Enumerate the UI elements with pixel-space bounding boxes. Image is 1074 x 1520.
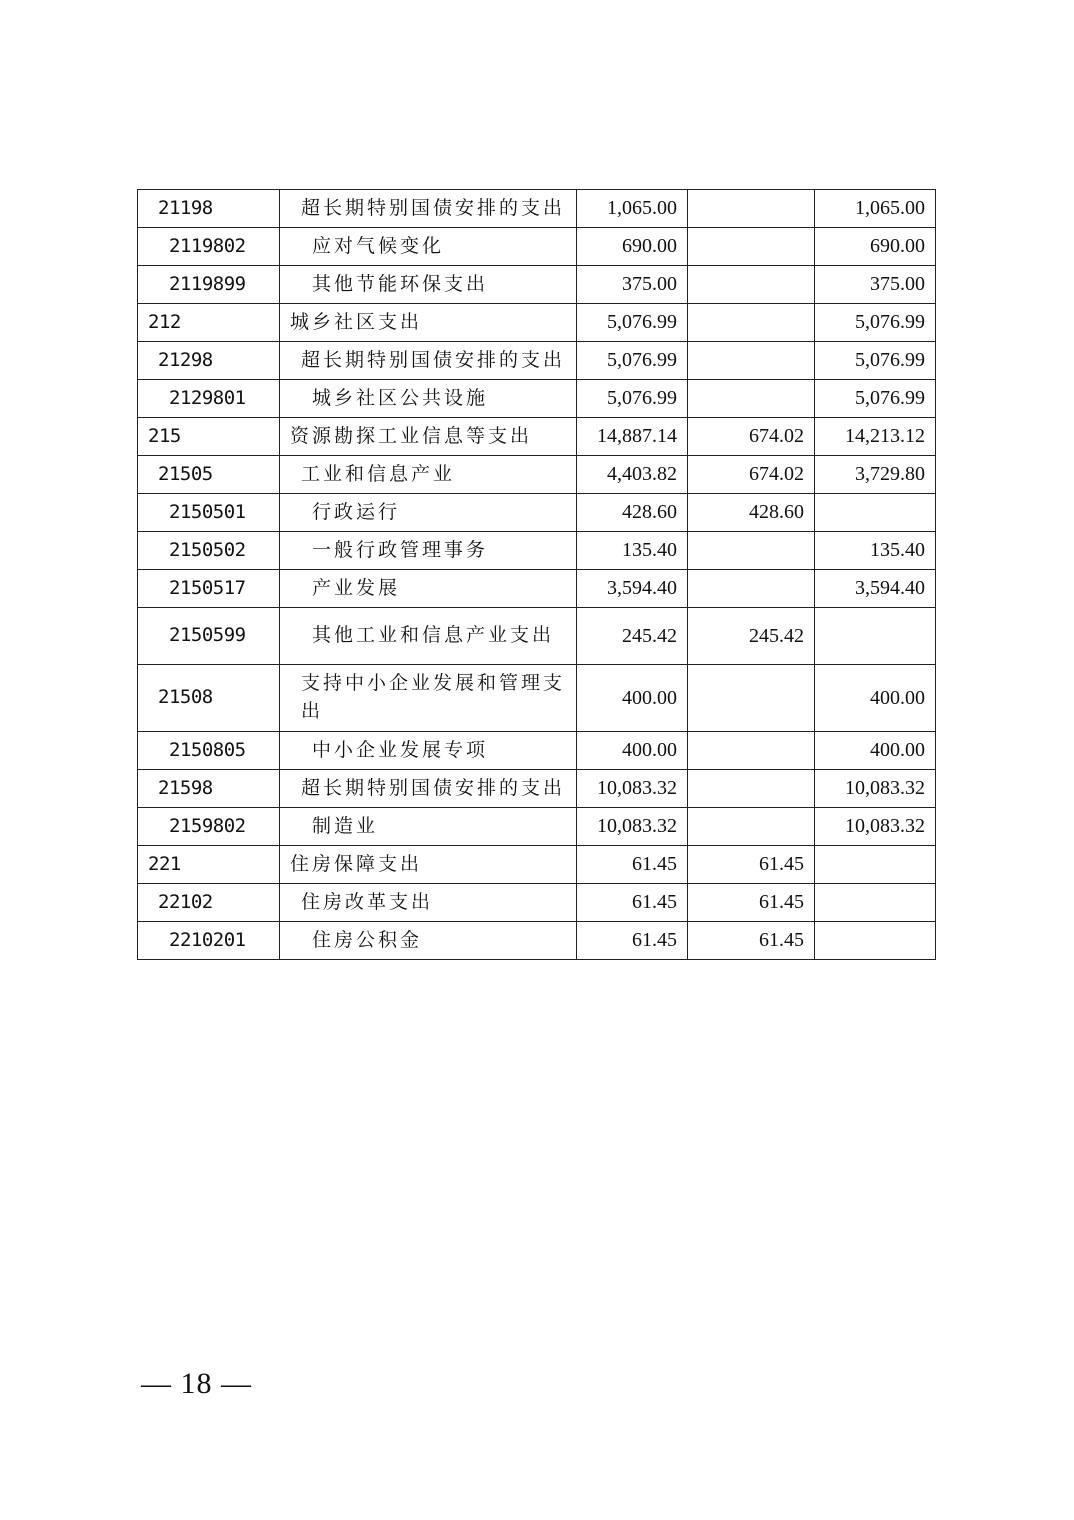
total-amount-cell: 400.00 [577,732,688,770]
name-cell: 住房公积金 [280,922,577,960]
code-cell: 2150805 [138,732,280,770]
basic-expenditure-cell: 61.45 [688,922,815,960]
name-cell: 支持中小企业发展和管理支出 [280,665,577,732]
code-cell: 21598 [138,770,280,808]
name-cell: 其他工业和信息产业支出 [280,608,577,665]
basic-expenditure-cell [688,808,815,846]
code-cell: 2119899 [138,266,280,304]
table-row [138,190,936,228]
basic-expenditure-cell [688,732,815,770]
project-expenditure-cell: 135.40 [815,532,936,570]
name-cell: 城乡社区支出 [280,304,577,342]
name-cell: 住房改革支出 [280,884,577,922]
name-cell: 制造业 [280,808,577,846]
name-cell: 行政运行 [280,494,577,532]
code-cell: 215 [138,418,280,456]
total-amount-cell: 400.00 [577,665,688,732]
code-cell: 2159802 [138,808,280,846]
name-cell: 超长期特别国债安排的支出 [280,770,577,808]
table-row [138,418,936,456]
total-amount-cell: 61.45 [577,884,688,922]
basic-expenditure-cell: 245.42 [688,608,815,665]
table-row [138,732,936,770]
name-cell: 中小企业发展专项 [280,732,577,770]
total-amount-cell: 1,065.00 [577,190,688,228]
name-cell: 其他节能环保支出 [280,266,577,304]
code-cell: 2150599 [138,608,280,665]
table-row [138,665,936,732]
total-amount-cell: 5,076.99 [577,342,688,380]
code-cell: 2150517 [138,570,280,608]
project-expenditure-cell: 10,083.32 [815,808,936,846]
project-expenditure-cell [815,884,936,922]
basic-expenditure-cell [688,532,815,570]
code-cell: 2150502 [138,532,280,570]
budget-table [137,189,936,960]
table-row [138,266,936,304]
code-cell: 21298 [138,342,280,380]
total-amount-cell: 135.40 [577,532,688,570]
project-expenditure-cell [815,494,936,532]
page-number: — 18 — [141,1367,252,1400]
code-cell: 2129801 [138,380,280,418]
name-cell: 应对气候变化 [280,228,577,266]
table-row [138,494,936,532]
table-row [138,770,936,808]
total-amount-cell: 375.00 [577,266,688,304]
table-row [138,304,936,342]
table-row [138,456,936,494]
project-expenditure-cell: 690.00 [815,228,936,266]
project-expenditure-cell: 5,076.99 [815,380,936,418]
code-cell: 221 [138,846,280,884]
project-expenditure-cell: 3,594.40 [815,570,936,608]
code-cell: 2210201 [138,922,280,960]
basic-expenditure-cell [688,342,815,380]
project-expenditure-cell: 1,065.00 [815,190,936,228]
table-row [138,922,936,960]
basic-expenditure-cell [688,380,815,418]
table-row [138,532,936,570]
basic-expenditure-cell [688,304,815,342]
project-expenditure-cell: 375.00 [815,266,936,304]
code-cell: 21505 [138,456,280,494]
total-amount-cell: 245.42 [577,608,688,665]
table-body [138,190,936,960]
name-cell: 资源勘探工业信息等支出 [280,418,577,456]
table-row [138,608,936,665]
total-amount-cell: 14,887.14 [577,418,688,456]
project-expenditure-cell [815,608,936,665]
total-amount-cell: 5,076.99 [577,380,688,418]
project-expenditure-cell: 5,076.99 [815,304,936,342]
code-cell: 212 [138,304,280,342]
name-cell: 工业和信息产业 [280,456,577,494]
total-amount-cell: 4,403.82 [577,456,688,494]
table-row [138,808,936,846]
code-cell: 21198 [138,190,280,228]
code-cell: 2150501 [138,494,280,532]
total-amount-cell: 61.45 [577,846,688,884]
name-cell: 住房保障支出 [280,846,577,884]
table-row [138,342,936,380]
basic-expenditure-cell [688,228,815,266]
total-amount-cell: 5,076.99 [577,304,688,342]
total-amount-cell: 10,083.32 [577,808,688,846]
project-expenditure-cell: 400.00 [815,665,936,732]
basic-expenditure-cell [688,770,815,808]
total-amount-cell: 690.00 [577,228,688,266]
basic-expenditure-cell: 674.02 [688,456,815,494]
total-amount-cell: 61.45 [577,922,688,960]
basic-expenditure-cell [688,665,815,732]
table-row [138,380,936,418]
table-row [138,228,936,266]
basic-expenditure-cell [688,266,815,304]
basic-expenditure-cell: 674.02 [688,418,815,456]
name-cell: 超长期特别国债安排的支出 [280,190,577,228]
name-cell: 一般行政管理事务 [280,532,577,570]
total-amount-cell: 3,594.40 [577,570,688,608]
project-expenditure-cell [815,846,936,884]
name-cell: 城乡社区公共设施 [280,380,577,418]
code-cell: 2119802 [138,228,280,266]
basic-expenditure-cell [688,570,815,608]
table-row [138,846,936,884]
code-cell: 21508 [138,665,280,732]
basic-expenditure-cell: 61.45 [688,846,815,884]
basic-expenditure-cell: 61.45 [688,884,815,922]
table-row [138,570,936,608]
project-expenditure-cell: 400.00 [815,732,936,770]
code-cell: 22102 [138,884,280,922]
project-expenditure-cell: 3,729.80 [815,456,936,494]
project-expenditure-cell: 14,213.12 [815,418,936,456]
project-expenditure-cell: 10,083.32 [815,770,936,808]
name-cell: 超长期特别国债安排的支出 [280,342,577,380]
name-cell: 产业发展 [280,570,577,608]
total-amount-cell: 10,083.32 [577,770,688,808]
basic-expenditure-cell: 428.60 [688,494,815,532]
table-row [138,884,936,922]
project-expenditure-cell: 5,076.99 [815,342,936,380]
project-expenditure-cell [815,922,936,960]
total-amount-cell: 428.60 [577,494,688,532]
basic-expenditure-cell [688,190,815,228]
